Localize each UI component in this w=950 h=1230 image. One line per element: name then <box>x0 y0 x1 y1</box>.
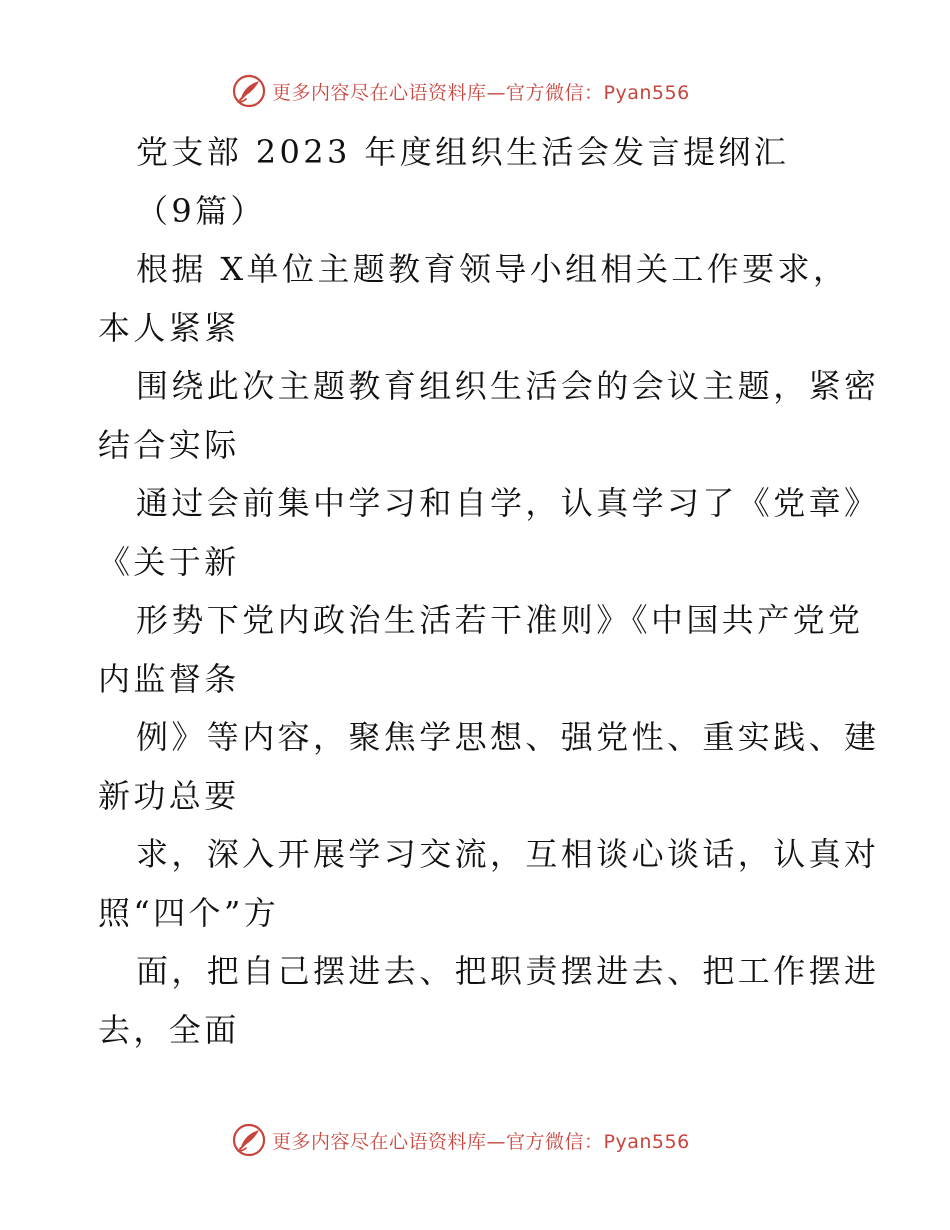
header-watermark <box>232 71 690 111</box>
body-text-line: 围绕此次主题教育组织生活会的会议主题，紧密 <box>136 367 880 405</box>
body-text-line: 根据 X单位主题教育领导小组相关工作要求， <box>136 250 849 288</box>
quill-logo-icon <box>232 74 266 108</box>
body-text-line: 求，深入开展学习交流，互相谈心谈话，认真对 <box>136 835 880 873</box>
quill-logo-icon <box>232 1123 266 1157</box>
body-text-line: 形势下党内政治生活若干准则》《中国共产党党 <box>136 601 864 639</box>
watermark-text: 更多内容尽在心语资料库—官方微信：Pyan556 <box>272 1130 690 1153</box>
body-text-line: 例》等内容，聚焦学思想、强党性、重实践、建 <box>136 718 880 756</box>
body-text-line: 结合实际 <box>98 425 240 464</box>
document-title-line: 党支部 2023 年度组织生活会发言提纲汇 <box>136 133 790 171</box>
footer-watermark <box>232 1120 690 1160</box>
body-text-line: 面，把自己摆进去、把职责摆进去、把工作摆进 <box>136 952 880 990</box>
body-text-line: 去，全面 <box>98 1010 240 1049</box>
body-text-line: 本人紧紧 <box>98 308 240 347</box>
body-text-line: 照“四个”方 <box>98 893 280 932</box>
document-body <box>98 123 880 1059</box>
watermark-text: 更多内容尽在心语资料库—官方微信：Pyan556 <box>272 81 690 104</box>
body-text-line: 新功总要 <box>98 776 240 815</box>
body-text-line: （9篇） <box>136 191 266 230</box>
body-text-line: 内监督条 <box>98 659 240 698</box>
body-text-line: 《关于新 <box>98 542 240 581</box>
body-text-line: 通过会前集中学习和自学，认真学习了《党章》 <box>136 484 880 522</box>
